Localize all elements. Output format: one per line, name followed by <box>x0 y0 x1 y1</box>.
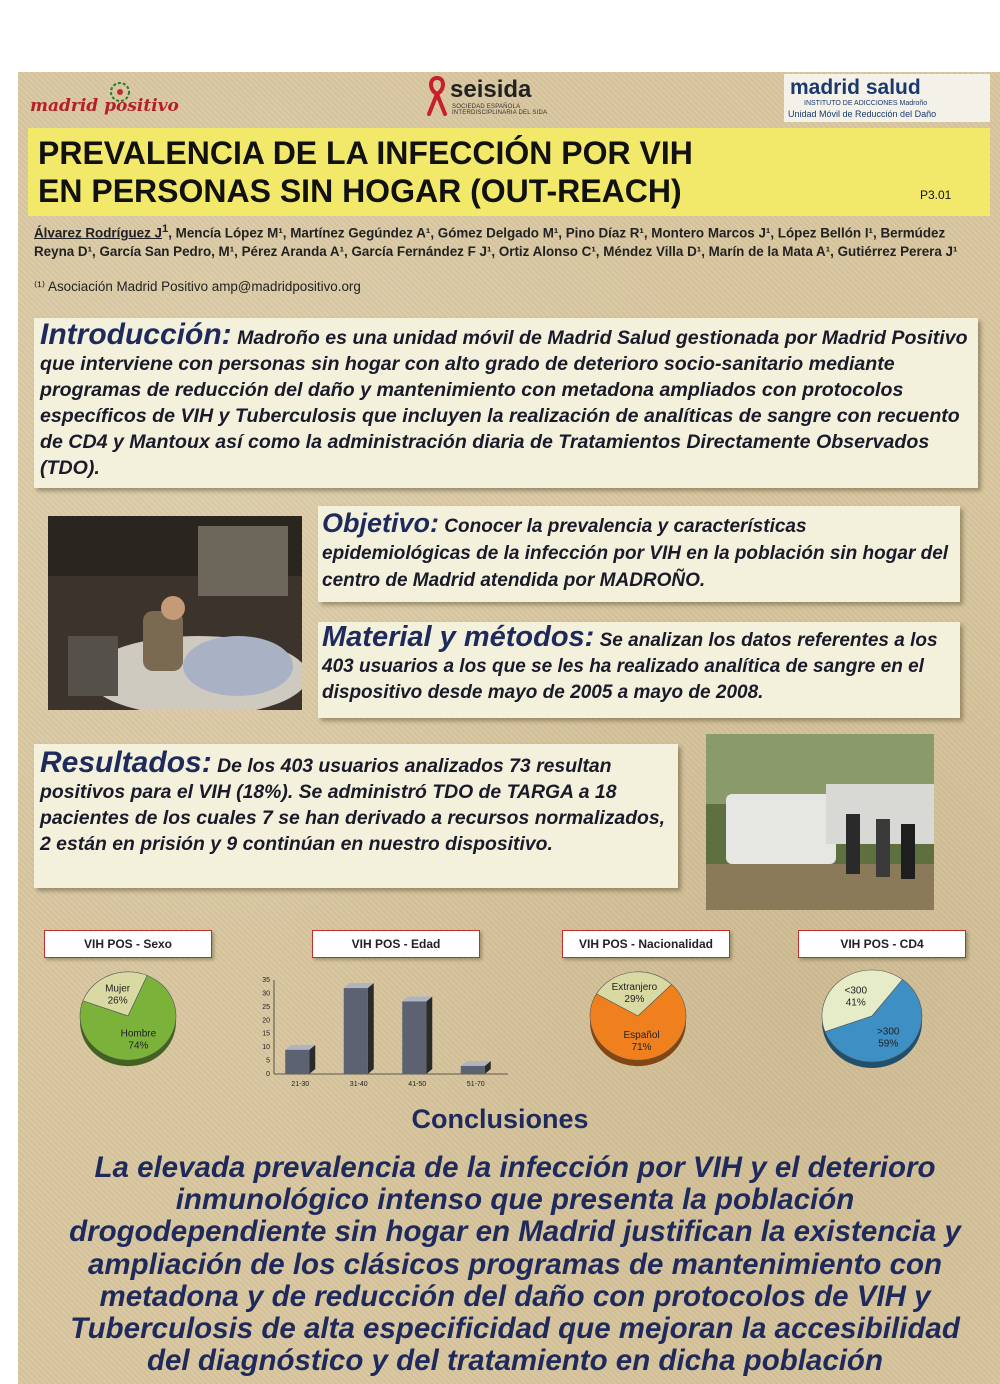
other-authors: , Mencía López M¹, Martínez Gegúndez A¹, Gómez Delgado M¹, Pino Díaz R¹, Montero Marcos J¹, López Bellón I¹, Bermúdez Reyna D¹, García San Pedro, M¹, Pérez Aranda A¹, García Fernández F J¹, Ortiz Alonso C¹, Méndez Villa D¹, Marín de la Mata A¹, Gutiérrez Perera J¹ <box>34 225 958 260</box>
pie-sexo <box>68 964 188 1074</box>
pie-slice-label: <300 <box>844 985 868 997</box>
bar-31-40 <box>344 988 368 1074</box>
madrid-salud-name: madrid salud <box>790 76 921 99</box>
pie-cd4 <box>810 962 934 1076</box>
y-tick-label: 0 <box>266 1071 270 1078</box>
y-tick-label: 25 <box>262 1003 270 1011</box>
bar-side <box>309 1045 315 1074</box>
madrid-salud-unit: Unidad Móvil de Reducción del Daño <box>788 109 937 119</box>
material-body: Se analizan los datos referentes a los 403 usuarios a los que se les ha realizado analítica de sangre en el dispositivo desde mayo de 2005 a mayo de 2008. <box>322 630 938 703</box>
conclusions-body: La elevada prevalencia de la infección por VIH y el deterioro inmunológico intenso que presenta la población drogodependiente sin hogar en Madrid justifican la existencia y ampliación de los clásicos programas de mantenimiento con metadona y de reducción del daño con protocolos de VIH y Tuberculosis de alta especificidad que mejoran la accesibilidad del diagnóstico y del tratamiento en dicha población <box>69 1151 961 1378</box>
madrid-positivo-logo <box>30 84 220 128</box>
x-tick-label: 41-50 <box>408 1081 427 1088</box>
title-line-1: PREVALENCIA DE LA INFECCIÓN POR VIH <box>38 135 693 171</box>
x-tick-label: 21-30 <box>291 1081 310 1088</box>
photo-mobile-unit <box>706 734 934 910</box>
bar-21-30 <box>285 1050 309 1074</box>
chart-sexo-header: VIH POS - Sexo <box>44 930 212 958</box>
chart-cd4-header: VIH POS - CD4 <box>798 930 966 958</box>
y-tick-label: 15 <box>262 1030 270 1038</box>
pie-slice-value: 41% <box>845 997 866 1009</box>
author-list: Álvarez Rodríguez $J^1$, Mencía López M¹, Martínez Gegúndez A¹, Gómez Delgado M¹, Pino Díaz R¹, Montero Marcos J¹, López Bellón I¹, Bermúdez Reyna D¹, García San Pedro, M¹, Pérez Aranda A¹, García Fernández F J¹, Ortiz Alonso C¹, Méndez Villa D¹, Marín de la Mata A¹, Gutiérrez Perera J¹ <box>34 223 958 260</box>
poster-title <box>38 134 858 210</box>
pie-slice-label: >300 <box>876 1026 900 1038</box>
seisida-subtitle: SOCIEDAD ESPAÑOLA INTERDISCIPLINARIA DEL SIDA <box>452 104 548 116</box>
pie-slice-label: Español <box>623 1030 660 1042</box>
resultados-section <box>40 746 674 857</box>
objetivo-heading: Objetivo: <box>322 508 440 538</box>
y-tick-label: 30 <box>262 990 270 998</box>
pie-slice-value: 71% <box>631 1042 652 1054</box>
y-tick-label: 35 <box>262 977 270 984</box>
madrid-positivo-tree-icon <box>108 80 132 104</box>
bar-41-50 <box>402 1001 426 1074</box>
material-heading: Material y métodos: <box>322 621 595 653</box>
y-tick-label: 10 <box>262 1044 270 1052</box>
x-tick-label: 51-70 <box>466 1081 485 1088</box>
resultados-heading: Resultados: <box>40 746 212 779</box>
bar-edad <box>256 972 508 1090</box>
y-tick-label: 20 <box>262 1017 270 1025</box>
resultados-body: De los 403 usuarios analizados 73 resultan positivos para el VIH (18%). Se administró TDO de TARGA a 18 pacientes de los cuales 7 se han derivado a recursos normalizados, 2 están en prisión y 9 continúan en nuestro dispositivo. <box>40 755 666 855</box>
chart-edad-header: VIH POS - Edad <box>312 930 480 958</box>
photo-outreach-night <box>48 516 302 710</box>
intro-body: Madroño es una unidad móvil de Madrid Salud gestionada por Madrid Positivo que interviene con personas sin hogar con alto grado de deterioro socio-sanitario mediante programas de reducción del daño y mantenimiento con metadona ampliados con protocolos específicos de VIH y Tuberculosis que incluyen la realización de analíticas de sangre con recuento de CD4 y Mantoux así como la administración diaria de Tratamientos Directamente Observados (TDO). <box>40 327 968 479</box>
pie-slice-value: 29% <box>624 993 645 1005</box>
objetivo-section <box>322 510 954 594</box>
bar-51-70 <box>461 1066 485 1074</box>
pie-slice-value: 59% <box>878 1038 899 1050</box>
y-tick-label: 5 <box>266 1057 270 1065</box>
pie-slice-value: 74% <box>128 1040 149 1052</box>
madrid-salud-logo <box>784 74 990 122</box>
pie-slice-value: 26% <box>107 995 128 1007</box>
first-author: Álvarez Rodríguez J <box>34 225 162 241</box>
bar-side <box>426 996 432 1074</box>
madrid-positivo-text: madrid positivo <box>30 96 179 116</box>
intro-section <box>40 318 972 481</box>
objetivo-body: Conocer la prevalencia y características epidemiológicas de la infección por VIH en la población sin hogar del centro de Madrid atendida por MADROÑO. <box>322 516 949 591</box>
red-ribbon-icon <box>426 76 448 116</box>
seisida-logo <box>422 74 562 120</box>
seisida-name: seisida <box>450 76 532 103</box>
pie-slice-label: Hombre <box>120 1028 157 1040</box>
chart-nacionalidad-header: VIH POS - Nacionalidad <box>562 930 730 958</box>
x-tick-label: 31-40 <box>349 1081 368 1088</box>
pie-nacionalidad <box>578 964 698 1074</box>
material-section <box>322 621 960 706</box>
madrid-salud-institute: INSTITUTO DE ADICCIONES Madroño <box>804 100 928 107</box>
affiliation: ⁽¹⁾ Asociación Madrid Positivo amp@madridpositivo.org <box>34 279 361 294</box>
poster-code: P3.01 <box>920 188 952 202</box>
title-line-2: EN PERSONAS SIN HOGAR (OUT-REACH) <box>38 173 682 209</box>
pie-slice-label: Extranjero <box>611 981 658 993</box>
pie-slice-label: Mujer <box>105 983 131 995</box>
conclusions-title: Conclusiones <box>411 1104 589 1134</box>
bar-side <box>368 983 374 1074</box>
intro-heading: Introducción: <box>40 318 232 351</box>
